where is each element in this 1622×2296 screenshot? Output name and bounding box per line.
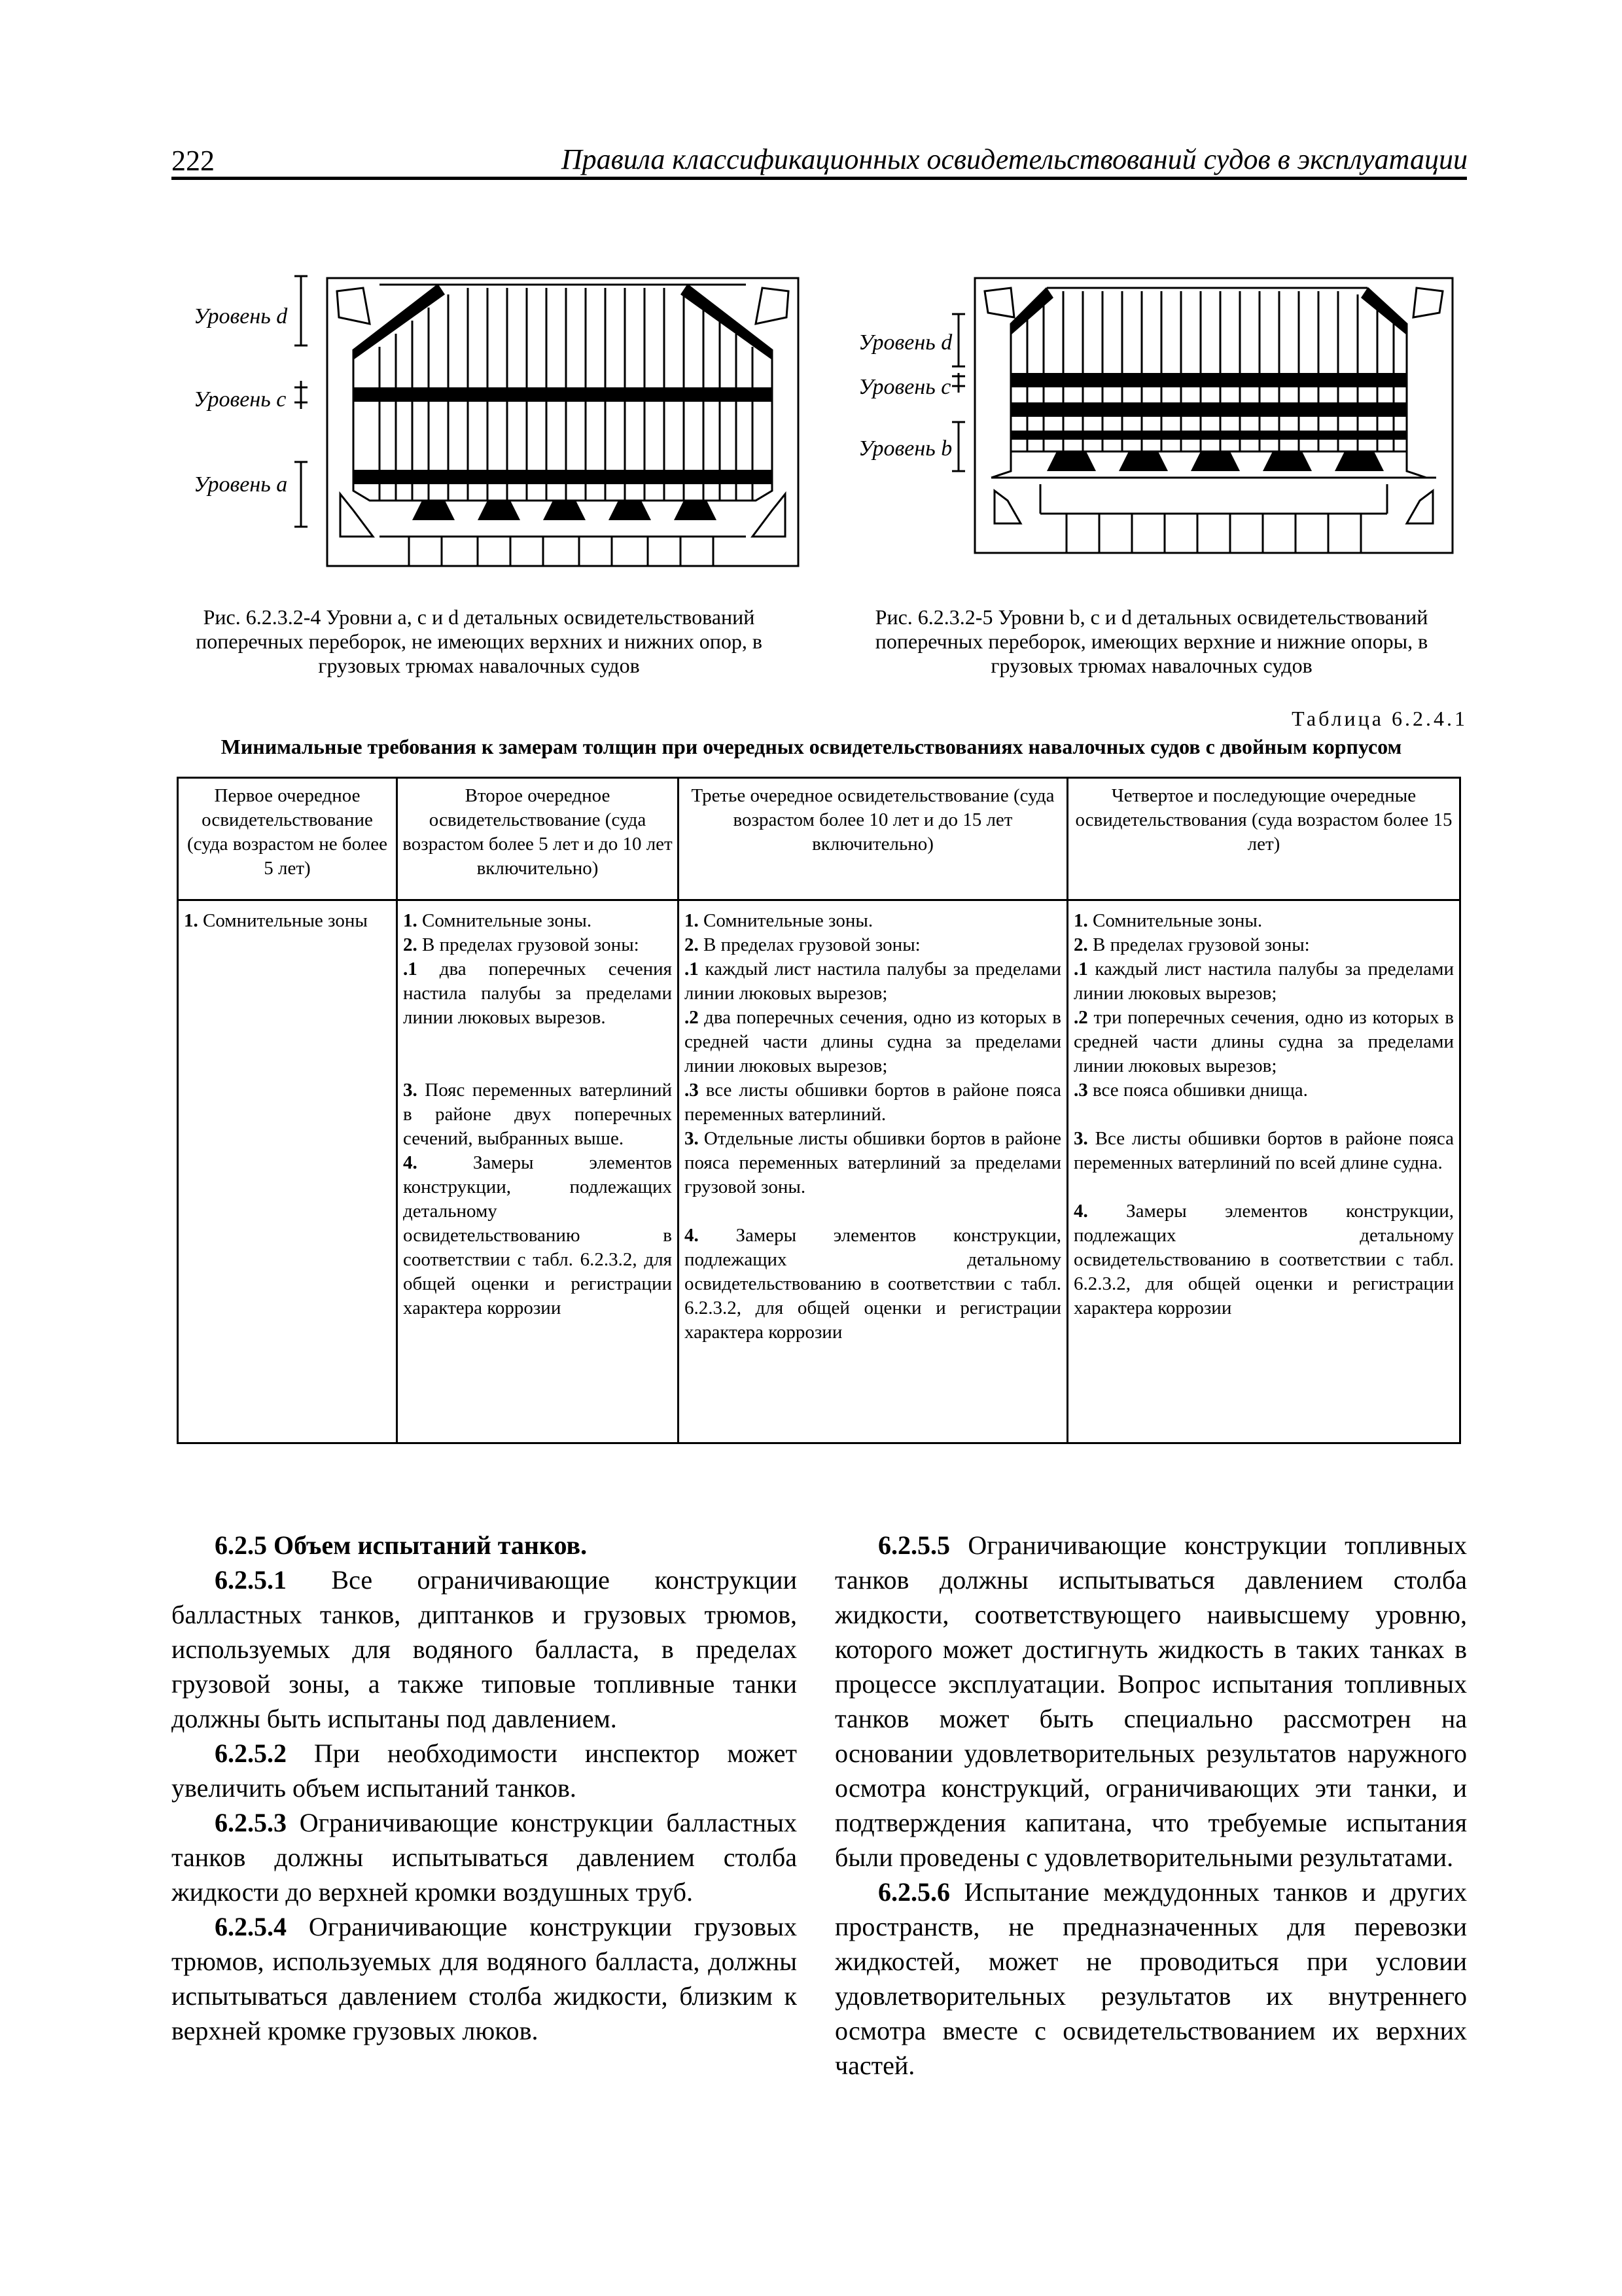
- table-item: 4. Замеры элементов конструкции, подлежащих детальному освидетельствованию в соответствии с табл. 6.2.3.2, для общей оценки и регистрации характера коррозии: [684, 1225, 1061, 1343]
- table-cell-fourth-survey: [1068, 900, 1460, 1443]
- table-item: 1. Сомнительные зоны.: [1074, 910, 1263, 931]
- fig-left-label-d: Уровень d: [194, 304, 288, 328]
- table-item: 2. В пределах грузовой зоны:: [684, 934, 921, 955]
- table-row: [178, 900, 1460, 1443]
- table-number: Таблица 6.2.4.1: [1292, 707, 1468, 730]
- paragraph: 6.2.5.1 Все ограничивающие конструкции балластных танков, диптанков и грузовых трюмов, используемых для водяного балласта, в пределах грузовой зоны, а также типовые топливные танки должны быть испытаны под давлением.: [171, 1565, 797, 1733]
- table-header-cell: Первое очередное освидетельствование (суда возрастом не более 5 лет): [178, 778, 397, 900]
- fig-left-label-a: Уровень a: [194, 472, 288, 497]
- table-item: 1. Сомнительные зоны.: [684, 910, 873, 931]
- paragraph: 6.2.5.5 Ограничивающие конструкции топливных танков должны испытываться давлением столба жидкости, соответствующего наивысшему уровню, которого может достигнуть жидкость в таких танках в процессе эксплуатации. Вопрос испытания топливных танков может быть специально рассмотрен на основании удовлетворительных результатов наружного осмотра конструкций, ограничивающих эти танки, и подтверждения капитана, что требуемые испытания были проведены с удовлетворительными результатами.: [835, 1530, 1467, 1872]
- table-header-row: [178, 778, 1460, 900]
- table-cell-first-survey: [178, 900, 397, 1443]
- table-item: .1 два поперечных сечения настила палубы за пределами линии люковых вырезов.: [403, 959, 672, 1028]
- paragraph: 6.2.5.2 При необходимости инспектор может увеличить объем испытаний танков.: [171, 1739, 797, 1803]
- paragraph: 6.2.5.3 Ограничивающие конструкции балластных танков должны испытываться давлением столба жидкости до верхней кромки воздушных труб.: [171, 1808, 797, 1907]
- table-item: .1 каждый лист настила палубы за пределами линии люковых вырезов;: [1074, 959, 1454, 1004]
- paragraph: 6.2.5.4 Ограничивающие конструкции грузовых трюмов, используемых для водяного балласта, должны испытываться давлением столба жидкости, близким к верхней кромке грузовых люков.: [171, 1912, 797, 2045]
- fig-right-hull-drawing: [949, 275, 1466, 556]
- table-item: .2 два поперечных сечения, одно из которых в средней части длины судна за пределами линии люковых вырезов;: [684, 1007, 1061, 1076]
- running-title: Правила классификационных освидетельствований судов в эксплуатации: [561, 143, 1468, 175]
- table-item: 4. Замеры элементов конструкции, подлежащих детальному освидетельствованию в соответствии с табл. 6.2.3.2, для общей оценки и регистрации характера коррозии: [403, 1152, 672, 1318]
- fig-right-label-b: Уровень b: [858, 436, 953, 461]
- paragraph: 6.2.5.6 Испытание междудонных танков и других пространств, не предназначенных для перевозки жидкостей, может не проводиться при условии удовлетворительных результатов их внутреннего осмотра вместе с освидетельствованием их верхних частей.: [835, 1877, 1467, 2080]
- table-header-cell: Второе очередное освидетельствование (суда возрастом более 5 лет и до 10 лет включительно): [397, 778, 679, 900]
- table-item: 2. В пределах грузовой зоны:: [1074, 934, 1310, 955]
- table-item: 2. В пределах грузовой зоны:: [403, 934, 639, 955]
- text-column-left: [171, 1528, 797, 2048]
- header-rule: [171, 177, 1467, 180]
- table-header-cell: Третье очередное освидетельствование (суда возрастом более 10 лет и до 15 лет включительно): [679, 778, 1068, 900]
- table-item: 4. Замеры элементов конструкции, подлежащих детальному освидетельствованию в соответствии с табл. 6.2.3.2, для общей оценки и регистрации характера коррозии: [1074, 1201, 1454, 1318]
- table-cell-third-survey: [679, 900, 1068, 1443]
- table-cell-second-survey: [397, 900, 679, 1443]
- fig-left-caption: Рис. 6.2.3.2-4 Уровни a, c и d детальных освидетельствований поперечных переборок, не имеющих верхних и нижних опор, в грузовых трюмах навалочных судов: [196, 605, 762, 677]
- fig-right-label-d: Уровень d: [858, 330, 953, 355]
- fig-right-caption: Рис. 6.2.3.2-5 Уровни b, c и d детальных освидетельствований поперечных переборок, имеющих верхние и нижние опоры, в грузовых трюмах навалочных судов: [875, 605, 1428, 677]
- text-column-right: [835, 1528, 1467, 2083]
- table-header-cell: Четвертое и последующие очередные освидетельствования (суда возрастом более 15 лет): [1068, 778, 1460, 900]
- table-title: Минимальные требования к замерам толщин при очередных освидетельствованиях навалочных судов с двойным корпусом: [220, 735, 1402, 758]
- fig-left-label-c: Уровень c: [194, 387, 287, 412]
- table-item: 3. Отдельные листы обшивки бортов в районе пояса переменных ватерлиний за пределами грузовой зоны.: [684, 1128, 1061, 1197]
- thickness-requirements-table: [177, 777, 1461, 1444]
- table-item: 3. Все листы обшивки бортов в районе пояса переменных ватерлиний по всей длине судна.: [1074, 1128, 1454, 1173]
- table-item: .3 все листы обшивки бортов в районе пояса переменных ватерлиний.: [684, 1080, 1061, 1125]
- table-item: .2 три поперечных сечения, одно из которых в средней части длины судна за пределами линии люковых вырезов;: [1074, 1007, 1454, 1076]
- fig-left-hull-drawing: [281, 268, 818, 569]
- table-item: 3. Пояс переменных ватерлиний в районе двух поперечных сечений, выбранных выше.: [403, 1080, 672, 1149]
- section-heading: 6.2.5 Объем испытаний танков.: [215, 1530, 588, 1560]
- fig-right-label-c: Уровень c: [858, 375, 951, 399]
- table-item: 1. Сомнительные зоны: [184, 910, 368, 931]
- table-item: .1 каждый лист настила палубы за пределами линии люковых вырезов;: [684, 959, 1061, 1004]
- table-item: .3 все пояса обшивки днища.: [1074, 1080, 1308, 1101]
- table-item: 1. Сомнительные зоны.: [403, 910, 592, 931]
- page-number: 222: [171, 145, 215, 177]
